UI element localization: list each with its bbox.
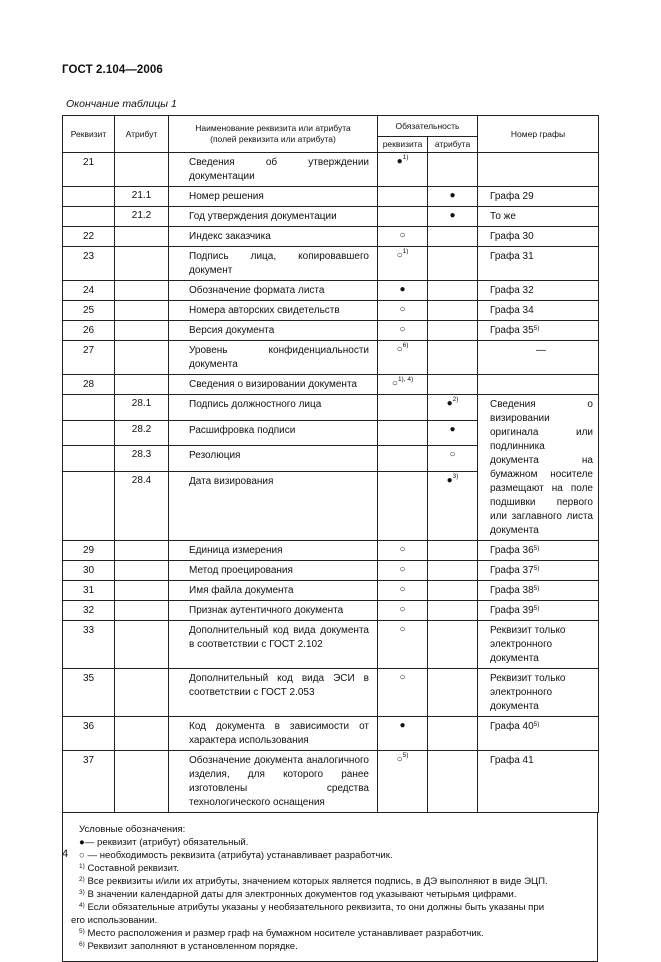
footnote-1: $^{1)}$ Составной реквизит.: [79, 863, 179, 874]
atribut-number: [115, 717, 169, 751]
mandatory-rekvizit-mark: ○: [378, 301, 428, 321]
rekvizit-number: 32: [63, 601, 115, 621]
rekvizit-number: 23: [63, 247, 115, 281]
atribut-number: [115, 227, 169, 247]
atribut-number: [115, 601, 169, 621]
mandatory-atribut-mark: [428, 717, 478, 751]
rekvizit-number: [63, 207, 115, 227]
footnote-5: $^{5)}$ Место расположения и размер граф на бумажном носителе устанавливает разработчик.: [79, 928, 484, 939]
requisite-name: Обозначение формата листа: [169, 281, 378, 301]
mandatory-rekvizit-mark: ●: [378, 281, 428, 301]
mandatory-atribut-mark: [428, 601, 478, 621]
table-row: [63, 541, 599, 561]
atribut-number: [115, 341, 169, 375]
graf-number: Графа 31: [478, 247, 599, 281]
atribut-number: [115, 541, 169, 561]
mandatory-atribut-mark: ●: [428, 420, 478, 446]
rekvizit-number: [63, 187, 115, 207]
table-row: [63, 187, 599, 207]
mandatory-rekvizit-mark: ●: [378, 717, 428, 751]
rekvizit-number: 36: [63, 717, 115, 751]
table-row: [63, 601, 599, 621]
mandatory-rekvizit-mark: [378, 446, 428, 472]
atribut-number: [115, 669, 169, 717]
col-name: Наименование реквизита или атрибута (полей реквизита или атрибута): [169, 116, 378, 153]
graf-number: Графа 38$^{5)}$: [478, 581, 599, 601]
mandatory-atribut-mark: [428, 247, 478, 281]
footnote-2: $^{2)}$ Все реквизиты и/или их атрибуты, значением которых является подпись, в ДЭ выполняют в виде ЭЦП.: [79, 876, 548, 887]
col-rekvizit: Реквизит: [63, 116, 115, 153]
requisite-name: Подпись должностного лица: [169, 395, 378, 421]
graf-number: Графа 37$^{5)}$: [478, 561, 599, 581]
requisite-name: Год утверждения документации: [169, 207, 378, 227]
col-atribut: Атрибут: [115, 116, 169, 153]
mandatory-rekvizit-mark: ●$^{1)}$: [378, 153, 428, 187]
rekvizit-number: 31: [63, 581, 115, 601]
graf-number: Графа 35$^{5)}$: [478, 321, 599, 341]
table-row: [63, 281, 599, 301]
graf-number: Графа 36$^{5)}$: [478, 541, 599, 561]
mandatory-atribut-mark: [428, 621, 478, 669]
atribut-number: 28.1: [115, 395, 169, 421]
requisite-name: Номера авторских свидетельств: [169, 301, 378, 321]
table-row: [63, 751, 599, 813]
col-obyaz-atribut: атрибута: [428, 137, 478, 153]
table-row: [63, 227, 599, 247]
mandatory-rekvizit-mark: [378, 187, 428, 207]
table-row: [63, 395, 599, 421]
legend-title: Условные обозначения:: [79, 824, 186, 835]
mandatory-rekvizit-mark: ○: [378, 601, 428, 621]
graf-number: —: [478, 341, 599, 375]
mandatory-atribut-mark: [428, 541, 478, 561]
rekvizit-number: 24: [63, 281, 115, 301]
graf-number: [478, 375, 599, 395]
rekvizit-number: [63, 395, 115, 421]
rekvizit-number: [63, 471, 115, 540]
requisite-name: Метод проецирования: [169, 561, 378, 581]
mandatory-rekvizit-mark: ○: [378, 541, 428, 561]
rekvizit-number: 30: [63, 561, 115, 581]
graf-number: Графа 30: [478, 227, 599, 247]
table-row: [63, 247, 599, 281]
mandatory-rekvizit-mark: [378, 207, 428, 227]
requisite-name: Код документа в зависимости от характера использования: [169, 717, 378, 751]
requisite-name: Сведения о визировании документа: [169, 375, 378, 395]
mandatory-atribut-mark: [428, 561, 478, 581]
atribut-number: 28.4: [115, 471, 169, 540]
graf-number: Реквизит только электронного документа: [478, 669, 599, 717]
requisite-name: Признак аутентичного документа: [169, 601, 378, 621]
mandatory-atribut-mark: [428, 751, 478, 813]
mandatory-atribut-mark: ●: [428, 207, 478, 227]
requisite-name: Расшифровка подписи: [169, 420, 378, 446]
rekvizit-number: [63, 446, 115, 472]
mandatory-rekvizit-mark: ○$^{6)}$: [378, 341, 428, 375]
atribut-number: [115, 321, 169, 341]
rekvizit-number: 33: [63, 621, 115, 669]
graf-number: Реквизит только электронного документа: [478, 621, 599, 669]
graf-number: Графа 41: [478, 751, 599, 813]
mandatory-rekvizit-mark: ○$^{5)}$: [378, 751, 428, 813]
atribut-number: [115, 621, 169, 669]
table-row: [63, 341, 599, 375]
mandatory-atribut-mark: ●$^{3)}$: [428, 471, 478, 540]
graf-number: [478, 153, 599, 187]
atribut-number: [115, 375, 169, 395]
atribut-number: 28.2: [115, 420, 169, 446]
mandatory-rekvizit-mark: ○: [378, 581, 428, 601]
requisite-name: Резолюция: [169, 446, 378, 472]
rekvizit-number: 21: [63, 153, 115, 187]
requisite-name: Обозначение документа аналогичного изделия, для которого ранее изготовлены средства технологического оснащения: [169, 751, 378, 813]
rekvizit-number: 37: [63, 751, 115, 813]
atribut-number: [115, 751, 169, 813]
mandatory-atribut-mark: [428, 281, 478, 301]
mandatory-rekvizit-mark: [378, 420, 428, 446]
atribut-number: [115, 301, 169, 321]
requisite-name: Подпись лица, копировавшего документ: [169, 247, 378, 281]
rekvizit-number: 25: [63, 301, 115, 321]
rekvizit-number: 26: [63, 321, 115, 341]
footnote-3: $^{3)}$ В значении календарной даты для электронных документов год указывают четырьмя цифрами.: [79, 889, 517, 900]
graf-number: То же: [478, 207, 599, 227]
rekvizit-number: [63, 420, 115, 446]
footnote-4: $^{4)}$ Если обязательные атрибуты указаны у необязательного реквизита, то они должны быть указаны при: [79, 902, 545, 913]
requisite-name: Номер решения: [169, 187, 378, 207]
mandatory-atribut-mark: [428, 669, 478, 717]
requisite-name: Дата визирования: [169, 471, 378, 540]
table-row: [63, 581, 599, 601]
mandatory-rekvizit-mark: [378, 471, 428, 540]
table-body: [63, 153, 599, 813]
graf-number: Графа 39$^{5)}$: [478, 601, 599, 621]
graf-number: Графа 32: [478, 281, 599, 301]
table-row: [63, 669, 599, 717]
mandatory-atribut-mark: [428, 153, 478, 187]
requisite-name: Индекс заказчика: [169, 227, 378, 247]
graf-number: Графа 34: [478, 301, 599, 321]
footnote-6: $^{6)}$ Реквизит заполняют в установленном порядке.: [79, 941, 298, 952]
table-row: [63, 153, 599, 187]
table-row: [63, 717, 599, 751]
mandatory-atribut-mark: [428, 301, 478, 321]
graf-vis-note: Сведения о визировании оригинала или подлинника документа на бумажном носителе размещают на поле подшивки первого или заглавного листа документа: [478, 395, 599, 541]
atribut-number: [115, 153, 169, 187]
mandatory-atribut-mark: [428, 581, 478, 601]
mandatory-rekvizit-mark: ○: [378, 321, 428, 341]
document-header: ГОСТ 2.104—2006: [62, 64, 163, 76]
mandatory-rekvizit-mark: ○: [378, 669, 428, 717]
mandatory-rekvizit-mark: [378, 395, 428, 421]
mandatory-atribut-mark: ●: [428, 187, 478, 207]
mandatory-rekvizit-mark: ○: [378, 227, 428, 247]
mandatory-atribut-mark: [428, 321, 478, 341]
requisite-name: Версия документа: [169, 321, 378, 341]
requisite-name: Сведения об утверждении документации: [169, 153, 378, 187]
table-row: [63, 321, 599, 341]
table-row: [63, 301, 599, 321]
graf-number: Графа 40$^{5)}$: [478, 717, 599, 751]
page-number: 4: [62, 848, 69, 860]
mandatory-atribut-mark: ○: [428, 446, 478, 472]
col-obyaz-rekvizit: реквизита: [378, 137, 428, 153]
atribut-number: 28.3: [115, 446, 169, 472]
footnote-4-cont: его использовании.: [71, 915, 158, 926]
legend-empty: ○ — необходимость реквизита (атрибута) устанавливает разработчик.: [79, 850, 393, 861]
requisite-name: Имя файла документа: [169, 581, 378, 601]
atribut-number: [115, 247, 169, 281]
atribut-number: [115, 581, 169, 601]
atribut-number: 21.1: [115, 187, 169, 207]
table-row: [63, 561, 599, 581]
mandatory-rekvizit-mark: ○$^{1), 4)}$: [378, 375, 428, 395]
mandatory-atribut-mark: [428, 227, 478, 247]
atribut-number: 21.2: [115, 207, 169, 227]
atribut-number: [115, 281, 169, 301]
table-row: [63, 207, 599, 227]
requisites-table: [62, 115, 599, 813]
mandatory-atribut-mark: [428, 375, 478, 395]
table-row: [63, 621, 599, 669]
col-graf: Номер графы: [478, 116, 599, 153]
atribut-number: [115, 561, 169, 581]
requisite-name: Единица измерения: [169, 541, 378, 561]
table-row: [63, 375, 599, 395]
mandatory-rekvizit-mark: ○$^{1)}$: [378, 247, 428, 281]
mandatory-rekvizit-mark: ○: [378, 561, 428, 581]
rekvizit-number: 28: [63, 375, 115, 395]
requisite-name: Дополнительный код вида документа в соответствии с ГОСТ 2.102: [169, 621, 378, 669]
legend-filled: ●— реквизит (атрибут) обязательный.: [79, 837, 249, 848]
mandatory-atribut-mark: ●$^{2)}$: [428, 395, 478, 421]
requisites-table-wrap: [62, 115, 598, 962]
col-obyaz: Обязательность: [378, 116, 478, 137]
mandatory-atribut-mark: [428, 341, 478, 375]
requisite-name: Дополнительный код вида ЭСИ в соответствии с ГОСТ 2.053: [169, 669, 378, 717]
table-caption: Окончание таблицы 1: [66, 98, 177, 110]
graf-number: Графа 29: [478, 187, 599, 207]
rekvizit-number: 27: [63, 341, 115, 375]
rekvizit-number: 35: [63, 669, 115, 717]
requisite-name: Уровень конфиденциальности документа: [169, 341, 378, 375]
legend-notes: [62, 813, 598, 962]
rekvizit-number: 22: [63, 227, 115, 247]
rekvizit-number: 29: [63, 541, 115, 561]
mandatory-rekvizit-mark: ○: [378, 621, 428, 669]
